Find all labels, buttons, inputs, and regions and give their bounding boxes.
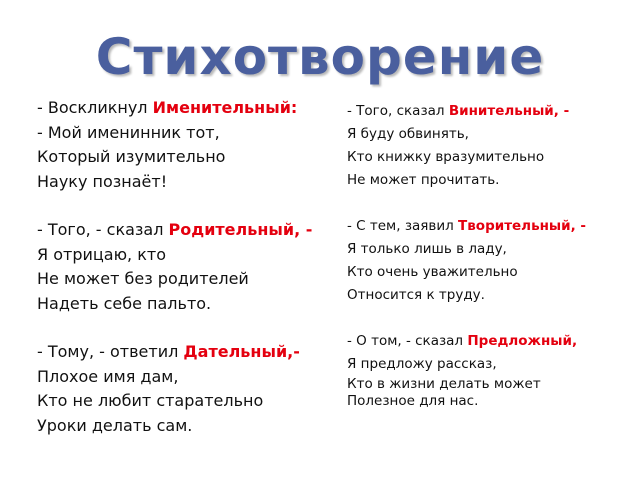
poem-line <box>37 96 337 121</box>
poem-line: Полезное для нас. <box>347 393 479 409</box>
case-name-instrumental: Творительный, - <box>458 218 587 234</box>
line-lead: - Того, сказал <box>347 103 449 119</box>
poem-line <box>347 215 637 238</box>
line-lead: - Воскликнул <box>37 98 153 117</box>
case-name-genitive: Родительный, - <box>168 220 313 239</box>
poem-line: Кто очень уважительно <box>347 264 518 280</box>
poem-right-column <box>347 100 637 410</box>
poem-line <box>37 218 337 243</box>
case-name-prepositional: Предложный, <box>467 333 578 349</box>
poem-line: Плохое имя дам, <box>37 366 179 386</box>
poem-line: Я только лишь в ладу, <box>347 241 507 257</box>
poem-left-column <box>37 96 337 438</box>
poem-line: Не может прочитать. <box>347 172 500 188</box>
poem-line: Я предложу рассказ, <box>347 356 497 372</box>
line-lead: - С тем, заявил <box>347 218 459 234</box>
poem-line: Я буду обвинять, <box>347 126 469 142</box>
poem-line: Уроки делать сам. <box>37 415 193 435</box>
poem-line: Не может без родителей <box>37 269 249 288</box>
poem-line <box>37 340 337 365</box>
poem-line: Кто не любит старательно <box>37 391 264 410</box>
line-lead: - Того, - сказал <box>37 220 169 239</box>
stanza-nominative <box>37 96 337 194</box>
poem-line <box>347 100 637 123</box>
stanza-instrumental <box>347 215 637 307</box>
stanza-genitive <box>37 218 337 316</box>
poem-line: Я отрицаю, кто <box>37 244 166 264</box>
poem-line: Науку познаёт! <box>37 171 168 191</box>
poem-line: Который изумительно <box>37 147 226 166</box>
line-lead: - Тому, - ответил <box>37 342 184 361</box>
stanza-dative <box>37 340 337 438</box>
poem-line: Кто в жизни делать может <box>347 376 541 392</box>
case-name-dative: Дательный,- <box>183 342 300 361</box>
stanza-accusative <box>347 100 637 192</box>
case-name-accusative: Винительный, - <box>448 103 570 119</box>
stanza-prepositional <box>347 330 637 410</box>
case-name-nominative: Именительный: <box>152 98 298 117</box>
poem-line: - Мой именинник тот, <box>37 122 220 142</box>
poem-line: Надеть себе пальто. <box>37 293 212 313</box>
poem-line <box>347 330 637 353</box>
poem-line: Относится к труду. <box>347 287 485 303</box>
line-lead: - О том, - сказал <box>347 333 468 349</box>
slide-title: Стихотворение <box>95 28 545 86</box>
poem-line: Кто книжку вразумительно <box>347 149 545 165</box>
